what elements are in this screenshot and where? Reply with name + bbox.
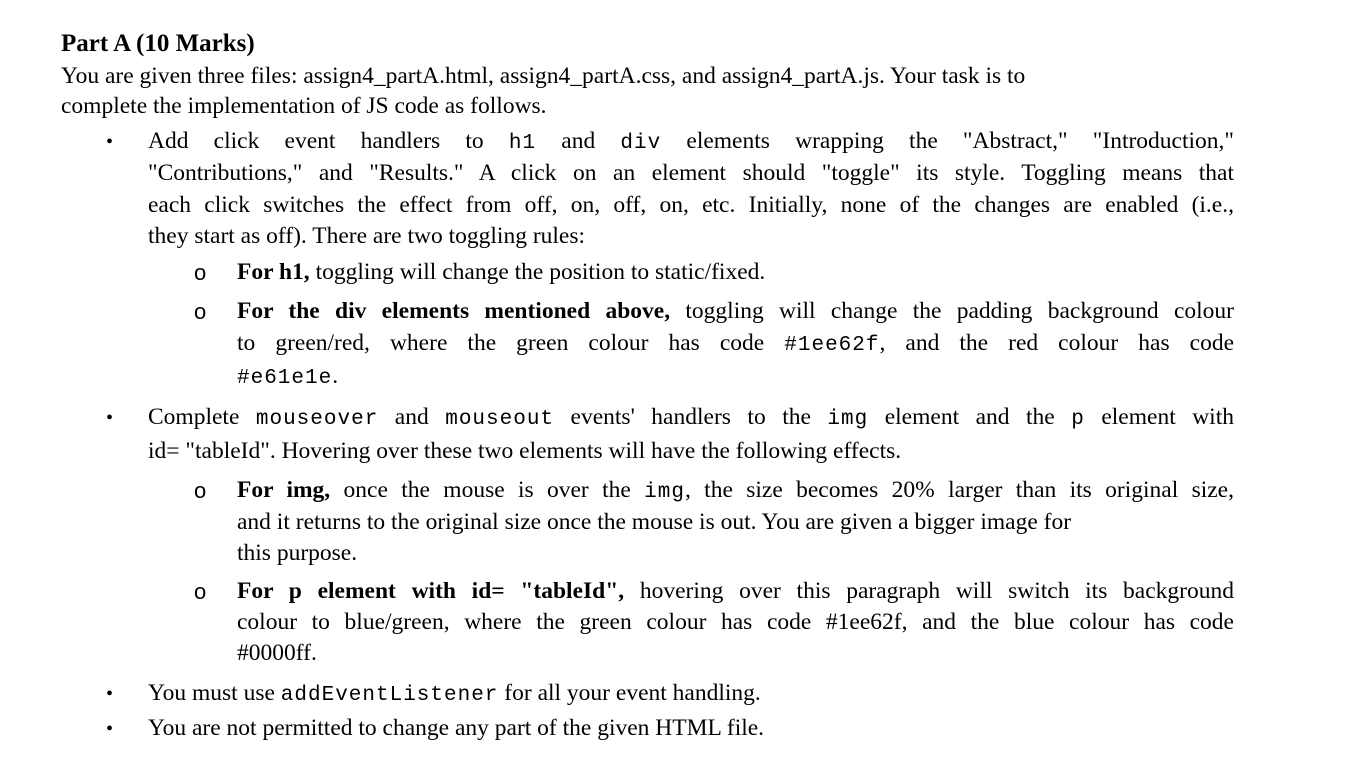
text-span: element with: [1084, 404, 1234, 430]
bullet-icon: •: [106, 718, 114, 740]
code-img: img: [827, 408, 869, 431]
bullet-1-line-4: they start as off). There are two toggling rules:: [148, 223, 586, 249]
text-span: to green/red, where the green colour has code: [237, 330, 785, 356]
text-span: .: [332, 363, 339, 389]
rule-p-label: For p element with id= "tableId",: [237, 578, 625, 604]
code-p: p: [1071, 408, 1085, 431]
intro-line-2: complete the implementation of JS code as follows.: [61, 93, 547, 119]
bullet-1-line-3: each click switches the effect from off, on, off, on, etc. Initially, none of the changes are enabled (i.e.,: [148, 192, 1234, 218]
code-green: #1ee62f: [784, 334, 880, 357]
rule-img-line-3: this purpose.: [237, 540, 358, 566]
intro-line-1: You are given three files: assign4_partA.html, assign4_partA.css, and assign4_partA.js. Your task is to: [61, 63, 1026, 89]
text-span: events' handlers to the: [554, 404, 828, 430]
rule-h1: [237, 257, 765, 287]
code-h1: h1: [508, 132, 537, 155]
rule-div-line-3: [237, 361, 338, 394]
text-span: Add click event handlers to: [148, 128, 509, 154]
rule-img-line-1: [237, 475, 1234, 508]
rule-div-line-2: [237, 328, 1234, 361]
text-span: You must use: [148, 680, 281, 706]
bullet-2-line-1: [148, 402, 1234, 435]
text-span: for all your event handling.: [498, 680, 761, 706]
bullet-icon: •: [106, 131, 114, 153]
text-span: , and the red colour has code: [879, 330, 1234, 356]
part-title: Part A (10 Marks): [61, 30, 255, 57]
rule-p-line-3: #0000ff.: [237, 640, 317, 666]
text-span: hovering over this paragraph will switch its background: [624, 578, 1234, 604]
code-red: #e61e1e: [237, 367, 333, 390]
bullet-icon: •: [106, 683, 114, 705]
sub-bullet-icon: o: [194, 299, 207, 324]
text-span: , the size becomes 20% larger than its original size,: [684, 477, 1234, 503]
code-addeventlistener: addEventListener: [280, 684, 499, 707]
text-span: and: [378, 404, 446, 430]
rule-div-line-1: [237, 296, 1234, 326]
bullet-4-line: You are not permitted to change any part of the given HTML file.: [148, 715, 765, 741]
code-mouseout: mouseout: [445, 408, 555, 431]
bullet-2-line-2: id= "tableId". Hovering over these two elements will have the following effects.: [148, 438, 902, 464]
rule-p-line-2: colour to blue/green, where the green colour has code #1ee62f, and the blue colour has code: [237, 609, 1234, 635]
rule-p-line-1: [237, 576, 1234, 606]
sub-bullet-icon: o: [194, 478, 207, 503]
bullet-3-line: [148, 678, 761, 711]
rule-div-label: For the div elements mentioned above,: [237, 298, 671, 324]
rule-h1-text: toggling will change the position to static/fixed.: [309, 259, 766, 285]
rule-h1-label: For h1,: [237, 259, 310, 285]
bullet-icon: •: [106, 407, 114, 429]
text-span: Complete: [148, 404, 256, 430]
text-span: element and the: [868, 404, 1072, 430]
bullet-1-line-2: "Contributions," and "Results." A click on an element should "toggle" its style. Toggling means that: [148, 160, 1234, 186]
rule-img-label: For img,: [237, 477, 331, 503]
text-span: once the mouse is over the: [330, 477, 645, 503]
code-img: img: [644, 481, 685, 504]
bullet-1-line-1: [148, 126, 1234, 159]
text-span: elements wrapping the "Abstract," "Introduction,": [661, 128, 1235, 154]
text-span: and: [536, 128, 621, 154]
sub-bullet-icon: o: [194, 579, 207, 604]
code-mouseover: mouseover: [255, 408, 379, 431]
sub-bullet-icon: o: [194, 260, 207, 285]
code-div: div: [620, 132, 662, 155]
rule-img-line-2: and it returns to the original size once the mouse is out. You are given a bigger image for: [237, 509, 1072, 535]
rule-div-text: toggling will change the padding background colour: [670, 298, 1234, 324]
